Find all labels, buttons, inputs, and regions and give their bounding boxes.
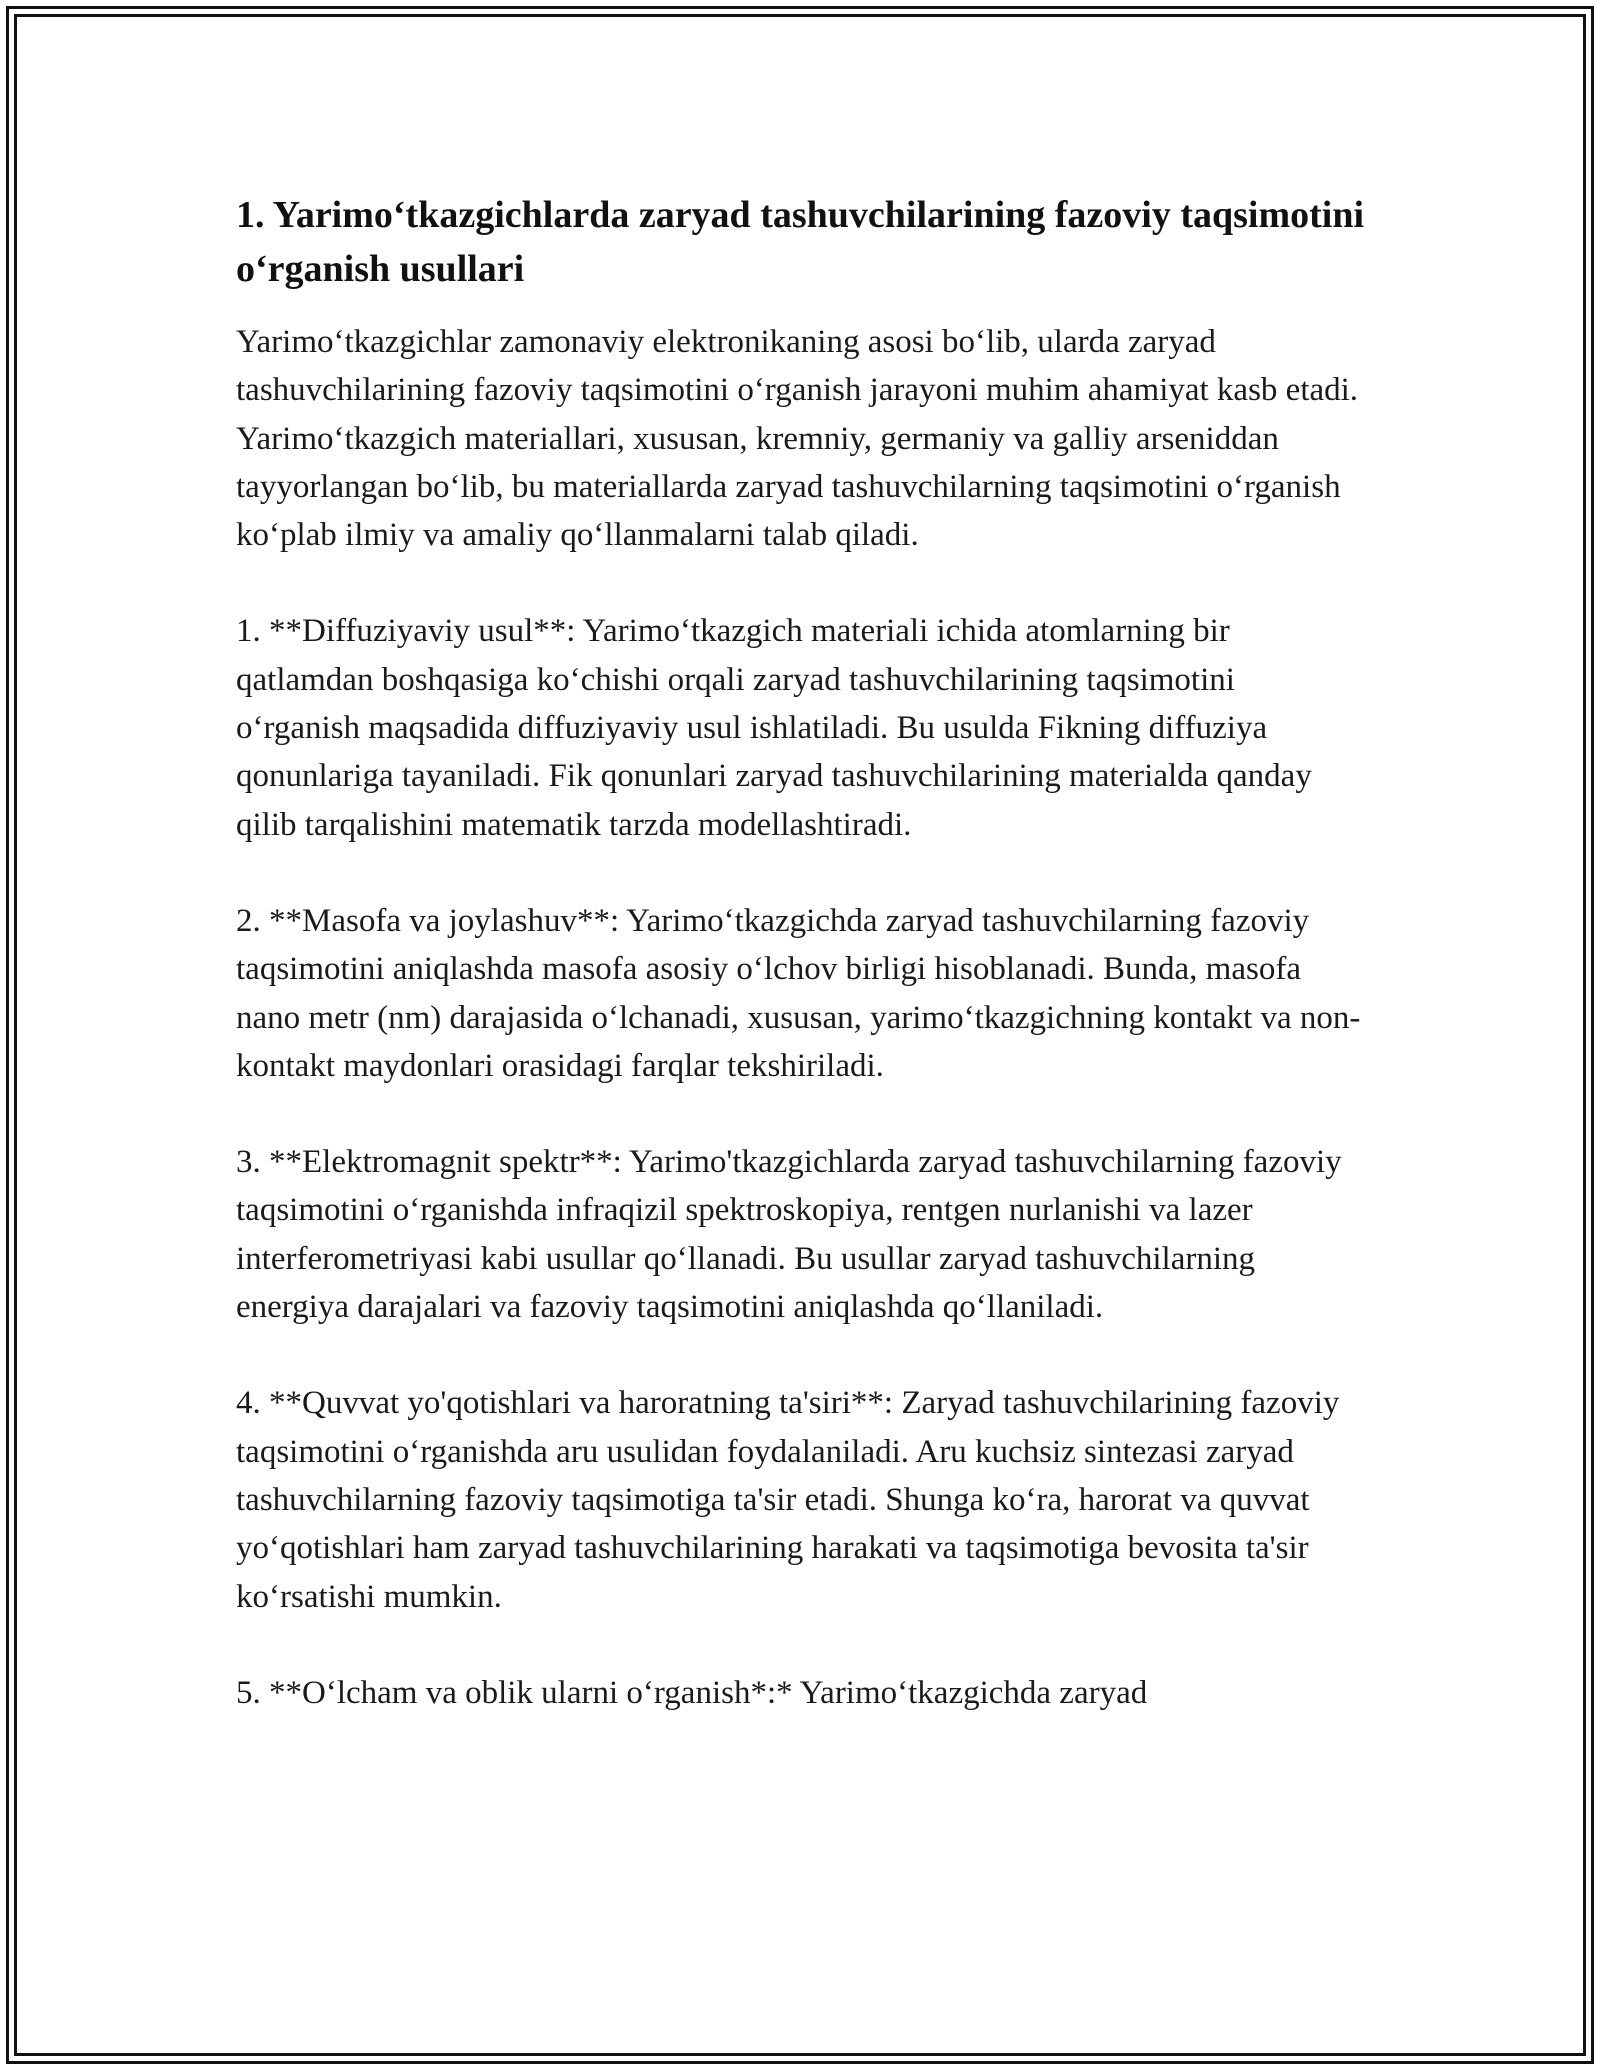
list-item-size: 5. **O‘lcham va oblik ularni o‘rganish*:* Yarimo‘tkazgichda zaryad xyxy=(236,1674,1148,1711)
list-item-spectrum: 3. **Elektromagnit spektr**: Yarimo'tkazgichlarda zaryad tashuvchilarning fazoviy taqsimotini o‘rganishda infraqizil spektroskopiya, rentgen nurlanishi va lazer interferometriyasi kabi usullar qo‘llanadi. Bu usullar zaryad tashuvchilarning energiya darajalari va fazoviy taqsimotini aniqlashda qo‘llaniladi. xyxy=(236,1144,1342,1326)
list-item-diffusion: 1. **Diffuziyaviy usul**: Yarimo‘tkazgich materiali ichida atomlarning bir qatlamdan boshqasiga ko‘chishi orqali zaryad tashuvchilarining taqsimotini o‘rganish maqsadida diffuziyaviy usul ishlatiladi. Bu usulda Fikning diffuziya qonunlariga tayaniladi. Fik qonunlari zaryad tashuvchilarining materialda qanday qilib tarqalishini matematik tarzda modellashtiradi. xyxy=(236,613,1312,843)
list-item-distance: 2. **Masofa va joylashuv**: Yarimo‘tkazgichda zaryad tashuvchilarning fazoviy taqsimotini aniqlashda masofa asosiy o‘lchov birligi hisoblanadi. Bunda, masofa nano metr (nm) darajasida o‘lchanadi, xususan, yarimo‘tkazgichning kontakt va non-kontakt maydonlari orasidagi farqlar tekshiriladi. xyxy=(236,902,1361,1084)
section-title: 1. Yarimo‘tkazgichlarda zaryad tashuvchilarining fazoviy taqsimotini o‘rganish usullari xyxy=(236,194,1365,290)
document-page xyxy=(236,188,1366,1717)
intro-paragraph: Yarimo‘tkazgichlar zamonaviy elektronikaning asosi bo‘lib, ularda zaryad tashuvchilarining fazoviy taqsimotini o‘rganish jarayoni muhim ahamiyat kasb etadi. Yarimo‘tkazgich materiallari, xususan, kremniy, germaniy va galliy arseniddan tayyorlangan bo‘lib, bu materiallarda zaryad tashuvchilarning taqsimotini o‘rganish ko‘plab ilmiy va amaliy qo‘llanmalarni talab qiladi. xyxy=(236,324,1359,554)
list-item-power-temperature: 4. **Quvvat yo'qotishlari va haroratning ta'siri**: Zaryad tashuvchilarining fazoviy taqsimotini o‘rganishda aru usulidan foydalaniladi. Aru kuchsiz sintezasi zaryad tashuvchilarning fazoviy taqsimotiga ta'sir etadi. Shunga ko‘ra, harorat va quvvat yo‘qotishlari ham zaryad tashuvchilarining harakati va taqsimotiga bevosita ta'sir ko‘rsatishi mumkin. xyxy=(236,1385,1340,1615)
